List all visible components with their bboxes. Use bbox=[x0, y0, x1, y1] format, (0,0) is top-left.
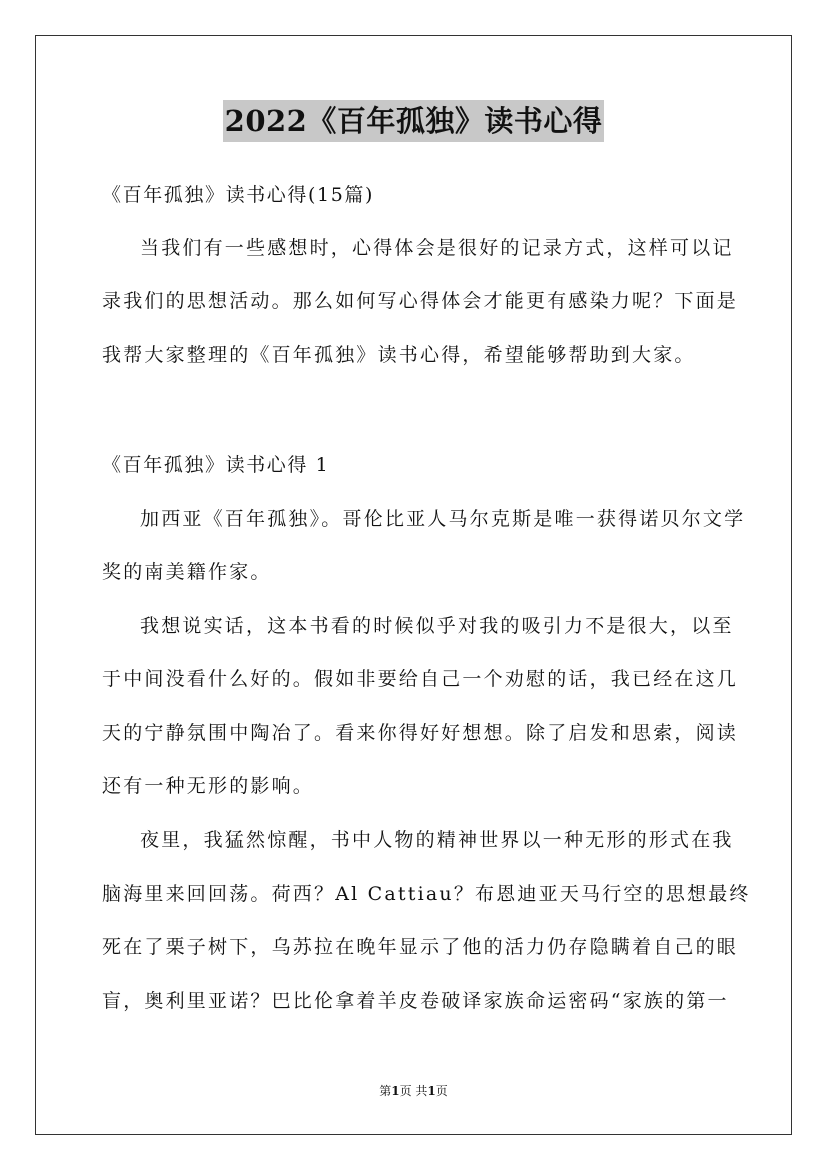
intro-line-3: 我帮大家整理的《百年孤独》读书心得，希望能够帮助到大家。 bbox=[102, 344, 696, 366]
para1-line-2: 奖的南美籍作家。 bbox=[102, 561, 272, 583]
para2-line-3: 天的宁静氛围中陶冶了。看来你得好好想想。除了启发和思索，阅读 bbox=[102, 722, 739, 744]
title-container bbox=[0, 100, 827, 142]
intro-line-1: 当我们有一些感想时，心得体会是很好的记录方式，这样可以记 bbox=[140, 237, 734, 259]
document-title: 2022《百年孤独》读书心得 bbox=[223, 100, 605, 142]
para2-line-2: 于中间没看什么好的。假如非要给自己一个劝慰的话，我已经在这几 bbox=[102, 668, 739, 690]
intro-line-2: 录我们的思想活动。那么如何写心得体会才能更有感染力呢？下面是 bbox=[102, 290, 739, 312]
para2-line-1: 我想说实话，这本书看的时候似乎对我的吸引力不是很大，以至 bbox=[140, 615, 734, 637]
para2-line-4: 还有一种无形的影响。 bbox=[102, 775, 315, 797]
footer-page-suffix: 页 bbox=[435, 1084, 448, 1098]
footer-page-prefix: 第 bbox=[379, 1084, 392, 1098]
footer-page-mid: 页 共 bbox=[399, 1084, 428, 1098]
para3-line-2: 脑海里来回回荡。荷西？Al Cattiau？布恩迪亚天马行空的思想最终 bbox=[102, 883, 751, 905]
para3-line-1: 夜里，我猛然惊醒，书中人物的精神世界以一种无形的形式在我 bbox=[140, 829, 734, 851]
document-subtitle: 《百年孤独》读书心得(15篇) bbox=[102, 184, 375, 206]
footer-page-current: 1 bbox=[391, 1084, 400, 1098]
para1-line-1: 加西亚《百年孤独》。哥伦比亚人马尔克斯是唯一获得诺贝尔文学 bbox=[140, 508, 746, 530]
section-heading: 《百年孤独》读书心得 1 bbox=[102, 454, 330, 476]
para3-line-4: 盲，奥利里亚诺？巴比伦拿着羊皮卷破译家族命运密码“家族的第一 bbox=[102, 990, 729, 1012]
footer-page-total: 1 bbox=[427, 1084, 436, 1098]
para3-line-3: 死在了栗子树下，乌苏拉在晚年显示了他的活力仍存隐瞒着自己的眼 bbox=[102, 936, 739, 958]
page-footer bbox=[0, 1082, 827, 1100]
